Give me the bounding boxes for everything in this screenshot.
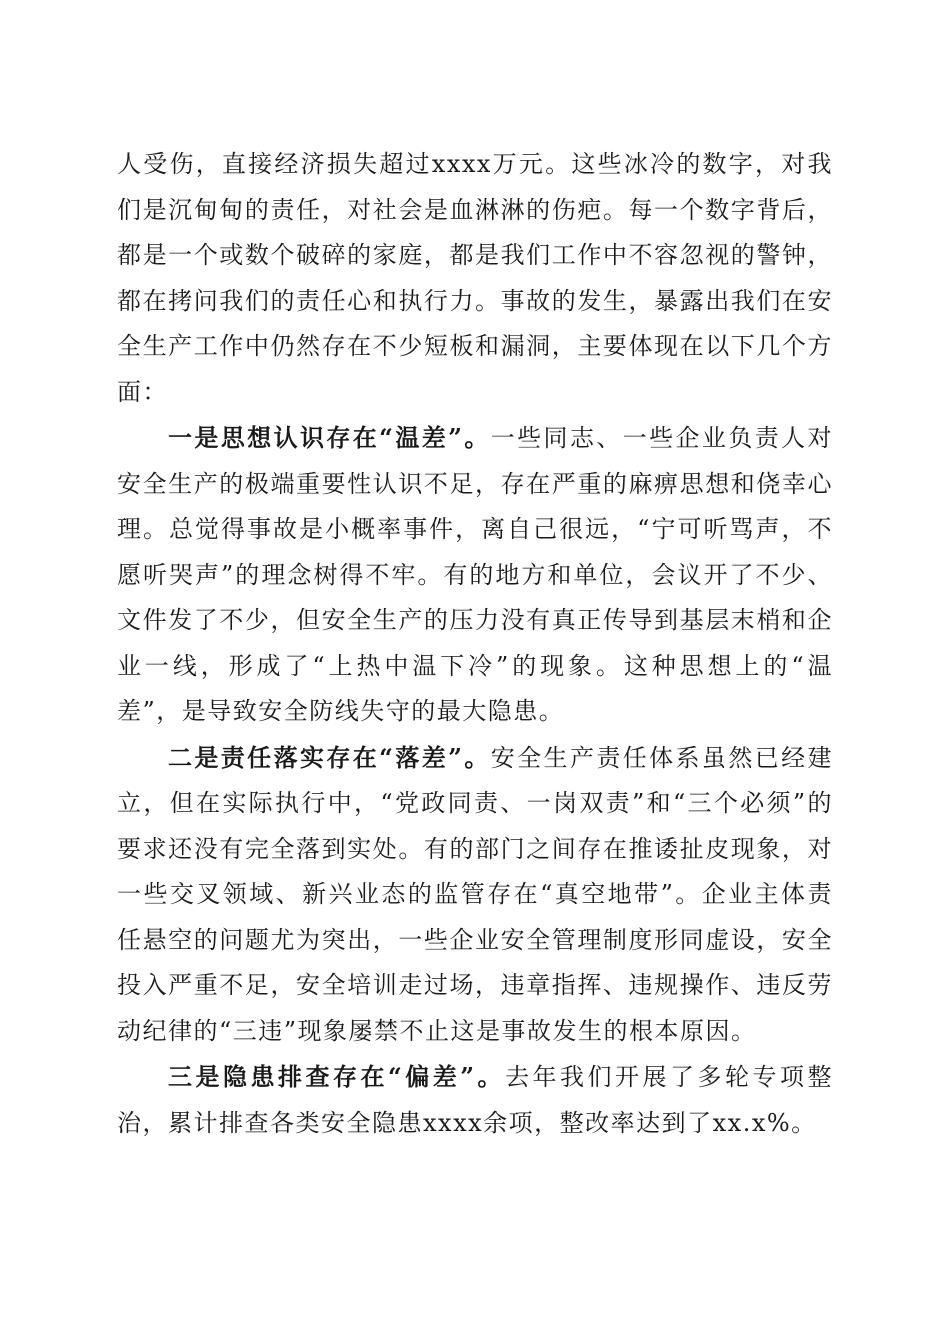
paragraph-lead: 二是责任落实存在“落差”。 <box>168 742 491 772</box>
paragraph-text: 一些同志、一些企业负责人对安全生产的极端重要性认识不足，存在严重的麻痹思想和侥幸心理。总觉得事故是小概率事件，离自己很远，“宁可听骂声，不愿听哭声”的理念树得不牢。有的地方和单位，会议开了不少、文件发了不少，但安全生产的压力没有真正传导到基层末梢和企业一线，形成了“上热中温下冷”的现象。这种思想上的“温差”，是导致安全防线失守的最大隐患。 <box>117 424 834 725</box>
paragraph-point-two <box>117 735 833 1055</box>
document-body <box>117 142 833 1146</box>
paragraph-intro <box>117 142 833 415</box>
paragraph-lead: 三是隐患排查存在“偏差”。 <box>168 1062 506 1091</box>
paragraph-text: 去年我们开展了多轮专项整治，累计排查各类安全隐患xxxx余项，整改率达到了xx.x%。 <box>117 1063 834 1137</box>
paragraph-text: 人受伤，直接经济损失超过xxxx万元。这些冰冷的数字，对我们是沉甸甸的责任，对社会是血淋淋的伤疤。每一个数字背后，都是一个或数个破碎的家庭，都是我们工作中不容忽视的警钟，都在拷问我们的责任心和执行力。事故的发生，暴露出我们在安全生产工作中仍然存在不少短板和漏洞，主要体现在以下几个方面： <box>117 150 833 406</box>
paragraph-point-one <box>117 415 833 735</box>
paragraph-point-three <box>117 1054 833 1146</box>
paragraph-text: 安全生产责任体系虽然已经建立，但在实际执行中，“党政同责、一岗双责”和“三个必须”的要求还没有完全落到实处。有的部门之间存在推诿扯皮现象，对一些交叉领域、新兴业态的监管存在“真空地带”。企业主体责任悬空的问题尤为突出，一些企业安全管理制度形同虚设，安全投入严重不足，安全培训走过场，违章指挥、违规操作、违反劳动纪律的“三违”现象屡禁不止这是事故发生的根本原因。 <box>117 743 834 1045</box>
paragraph-lead: 一是思想认识存在“温差”。 <box>168 423 491 452</box>
